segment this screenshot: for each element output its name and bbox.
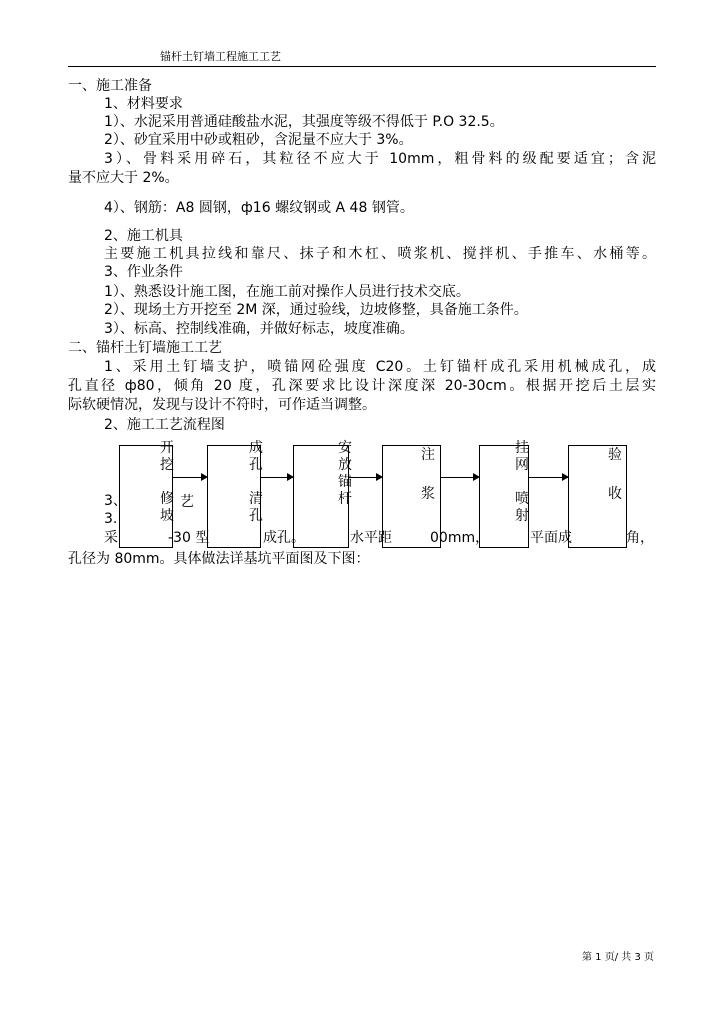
step-char: 收 xyxy=(608,486,622,502)
flow-arrow xyxy=(349,477,382,478)
text-line: 际软硬情况，发现与设计不符时，可作适当调整。 xyxy=(68,397,376,413)
text-line: 3）、标高、控制线准确，并做好标志，坡度准确。 xyxy=(104,321,414,337)
header-title: 锚杆土钉墙工程施工工艺 xyxy=(160,50,281,63)
text-fragment: 角， xyxy=(626,530,654,546)
step-char: 验 xyxy=(608,447,622,463)
text-line: 1、采用土钉墙支护，喷锚网砼强度 C20。土钉锚杆成孔采用机械成孔，成 xyxy=(104,359,656,375)
step-char: 修 xyxy=(160,491,174,507)
step-char: 浆 xyxy=(421,486,435,502)
step-char: 网 xyxy=(515,457,529,473)
subheading-flowchart: 2、施工工艺流程图 xyxy=(104,417,225,433)
step-char: 挂 xyxy=(515,440,529,456)
text-fragment: 平面成 xyxy=(530,530,572,546)
text-fragment: 3. xyxy=(104,511,118,527)
step-char: 清 xyxy=(249,491,263,507)
step-char: 锚 xyxy=(338,474,352,490)
text-line: 孔直径 ф80，倾角 20 度，孔深要求比设计深度深 20-30cm。根据开挖后土层实 xyxy=(68,378,656,394)
step-char: 喷 xyxy=(515,491,529,507)
header-rule xyxy=(68,66,656,67)
text-line: 3）、骨料采用碎石，其粒径不应大于 10mm，粗骨料的级配要适宜；含泥 xyxy=(104,151,656,167)
flow-arrow xyxy=(173,477,207,478)
step-char: 杆 xyxy=(338,491,352,507)
subheading-tools: 2、施工机具 xyxy=(104,228,183,244)
text-fragment: -30 型 xyxy=(168,530,210,546)
step-char: 射 xyxy=(515,508,529,524)
flow-arrow xyxy=(261,477,293,478)
step-char: 孔 xyxy=(249,508,263,524)
step-char: 安 xyxy=(338,440,352,456)
text-line: 孔径为 80mm。具体做法详基坑平面图及下图： xyxy=(68,551,370,567)
step-char: 放 xyxy=(338,457,352,473)
step-char: 坡 xyxy=(160,508,174,524)
text-line: 量不应大于 2%。 xyxy=(68,170,179,186)
step-char: 挖 xyxy=(160,457,174,473)
text-line: 2）、现场土方开挖至 2M 深，通过验线，边坡修整，具备施工条件。 xyxy=(104,302,528,318)
flow-arrow xyxy=(529,477,568,478)
step-char: 注 xyxy=(421,447,435,463)
section-heading-2: 二、锚杆土钉墙施工工艺 xyxy=(68,340,222,356)
subheading-materials: 1、材料要求 xyxy=(104,96,183,112)
step-char: 开 xyxy=(160,440,174,456)
text-fragment: 成孔。 xyxy=(263,530,305,546)
text-line: 4）、钢筋：A8 圆钢，ф16 螺纹钢或 A 48 钢管。 xyxy=(104,200,414,216)
text-fragment: 艺 xyxy=(180,494,194,510)
text-fragment: 水平距 xyxy=(350,530,392,546)
subheading-conditions: 3、作业条件 xyxy=(104,264,183,280)
text-line: 1）、水泥采用普通硅酸盐水泥，其强度等级不得低于 P.O 32.5。 xyxy=(104,114,504,130)
text-fragment: 3、 xyxy=(104,493,127,509)
step-char: 成 xyxy=(249,440,263,456)
flow-arrow xyxy=(441,477,479,478)
text-fragment: 00mm， xyxy=(430,530,490,546)
text-line: 1）、熟悉设计施工图，在施工前对操作人员进行技术交底。 xyxy=(104,284,470,300)
step-char: 孔 xyxy=(249,457,263,473)
text-line: 主要施工机具拉线和靠尺、抹子和木杠、喷浆机、搅拌机、手推车、水桶等。 xyxy=(104,246,656,262)
text-line: 2）、砂宜采用中砂或粗砂，含泥量不应大于 3%。 xyxy=(104,132,413,148)
text-fragment: 采 xyxy=(104,530,118,546)
page-footer: 第 1 页/ 共 3 页 xyxy=(582,952,654,963)
section-heading-1: 一、施工准备 xyxy=(68,78,152,94)
